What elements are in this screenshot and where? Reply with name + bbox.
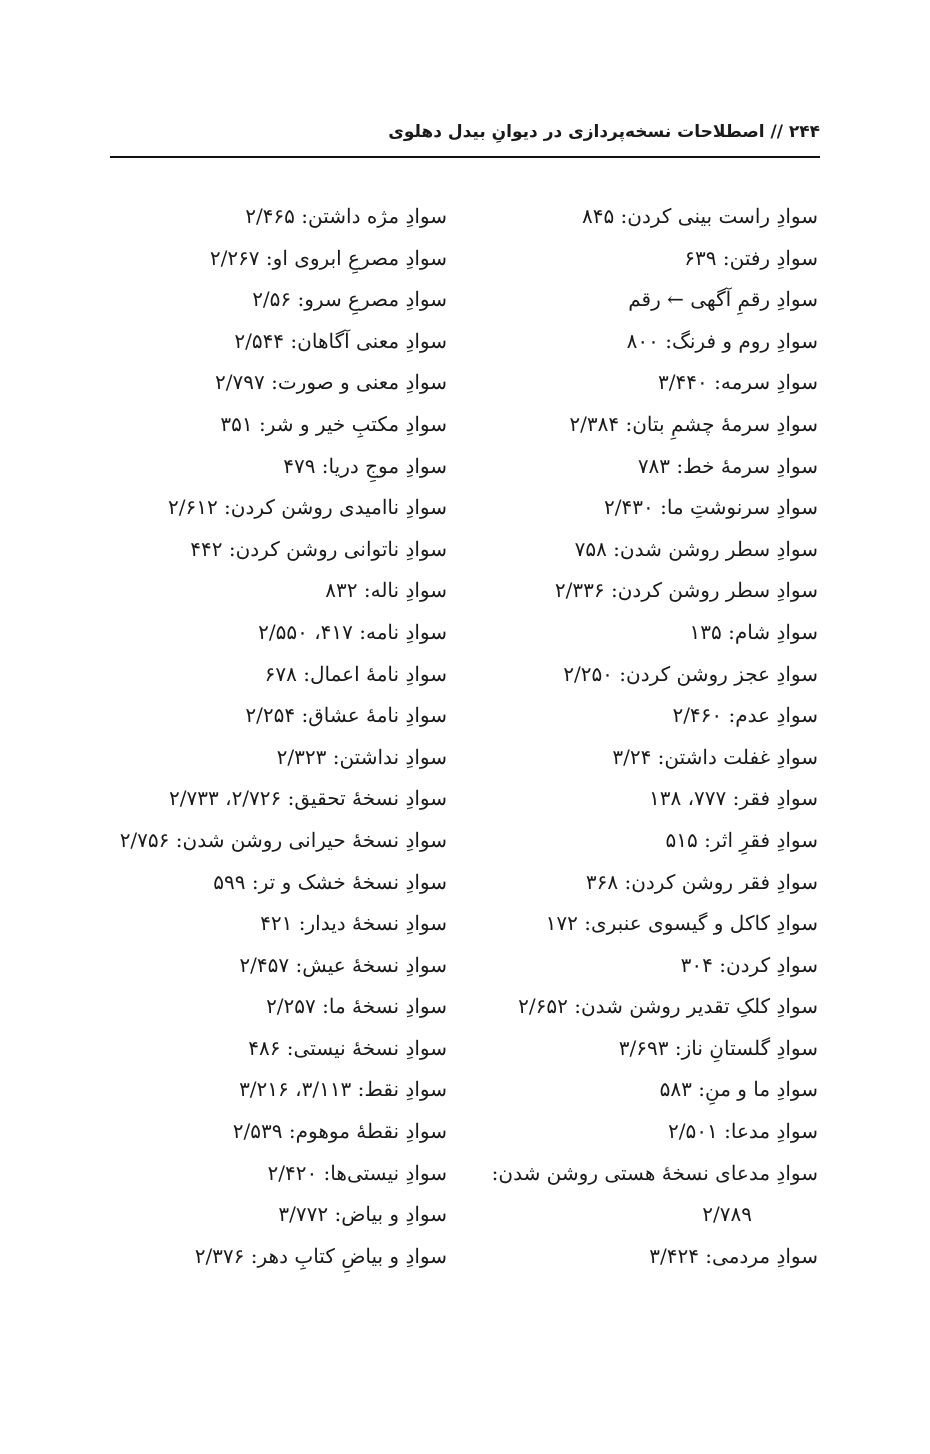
index-entry: سوادِ کاکل و گیسوی عنبری: ۱۷۲ <box>545 911 818 936</box>
index-entry: سوادِ سرمهٔ چشمِ بتان: ۲/۳۸۴ <box>569 411 818 436</box>
index-entry: سوادِ ما و منِ: ۵۸۳ <box>659 1077 818 1102</box>
index-entry-wrapped <box>488 1153 818 1236</box>
index-entry: سوادِ نسخهٔ تحقیق: ۲/۷۲۶، ۲/۷۳۳ <box>169 786 447 811</box>
index-entry: سوادِ مصرعِ سرو: ۲/۵۶ <box>252 287 447 312</box>
index-entry: سوادِ مکتبِ خیر و شر: ۳۵۱ <box>220 411 447 436</box>
running-header-text: ۲۴۴ // اصطلاحات نسخه‌پردازی در دیوانِ بیدل دهلوی <box>388 122 820 142</box>
index-entry: سوادِ نداشتن: ۲/۳۲۳ <box>276 744 447 769</box>
index-entry: سوادِ سطر روشن کردن: ۲/۳۳۶ <box>554 578 818 603</box>
index-entry: سوادِ ناله: ۸۳۲ <box>325 578 447 603</box>
index-entry: سوادِ موجِ دریا: ۴۷۹ <box>283 453 447 478</box>
index-entry: سوادِ فقرِ اثر: ۵۱۵ <box>665 827 818 852</box>
index-entry: سوادِ راست بینی کردن: ۸۴۵ <box>581 204 818 228</box>
running-header <box>110 118 820 158</box>
index-entry: سوادِ غفلت داشتن: ۳/۲۴ <box>612 744 818 769</box>
index-entry: سوادِ معنی و صورت: ۲/۷۹۷ <box>215 370 447 395</box>
index-entry: سوادِ گلستانِ ناز: ۳/۶۹۳ <box>618 1035 818 1060</box>
index-entry: سوادِ فقر: ۷۷۷، ۱۳۸ <box>649 786 818 811</box>
index-column-left <box>82 196 447 1277</box>
index-entry: سوادِ ناامیدی روشن کردن: ۲/۶۱۲ <box>167 495 447 520</box>
index-entry: سوادِ نسخهٔ عیش: ۲/۴۵۷ <box>239 952 447 977</box>
index-entry: سوادِ نامهٔ اعمال: ۶۷۸ <box>264 661 447 686</box>
index-entry: سوادِ کلکِ تقدیر روشن شدن: ۲/۶۵۲ <box>518 994 818 1019</box>
index-entry: سوادِ ناتوانی روشن کردن: ۴۴۲ <box>190 536 447 561</box>
index-entry: سوادِ عدم: ۲/۴۶۰ <box>672 703 818 728</box>
index-entry: سوادِ رقمِ آگهی ← رقم <box>628 287 818 312</box>
index-entry: سوادِ نقط: ۳/۱۱۳، ۳/۲۱۶ <box>239 1077 447 1102</box>
index-entry: سوادِ نیستی‌ها: ۲/۴۲۰ <box>267 1160 447 1185</box>
index-entry-term: سوادِ مدعای نسخهٔ هستی روشن شدن: <box>491 1160 818 1185</box>
index-entry: سوادِ مدعا: ۲/۵۰۱ <box>668 1119 818 1144</box>
index-entry: سوادِ مردمی: ۳/۴۲۴ <box>649 1243 818 1268</box>
index-entry: سوادِ سطر روشن شدن: ۷۵۸ <box>574 536 818 561</box>
index-entry: سوادِ عجز روشن کردن: ۲/۲۵۰ <box>563 661 818 686</box>
index-entry: سوادِ مصرعِ ابروی او: ۲/۲۶۷ <box>209 245 447 270</box>
index-entry: سوادِ نسخهٔ ما: ۲/۲۵۷ <box>266 994 447 1019</box>
index-entry: سوادِ کردن: ۳۰۴ <box>680 952 818 977</box>
index-entry: سوادِ نقطهٔ موهوم: ۲/۵۳۹ <box>232 1119 447 1144</box>
index-entry: سوادِ سرنوشتِ ما: ۲/۴۳۰ <box>604 495 818 520</box>
index-entry: سوادِ و بیاض: ۳/۷۷۲ <box>278 1202 447 1227</box>
index-entry: سوادِ سرمهٔ خط: ۷۸۳ <box>637 453 818 478</box>
index-entry: سوادِ نامهٔ عشاق: ۲/۲۵۴ <box>245 703 447 728</box>
index-entry: سوادِ نسخهٔ دیدار: ۴۲۱ <box>260 911 447 936</box>
index-entry: سوادِ مژه داشتن: ۲/۴۶۵ <box>245 204 447 228</box>
index-entry: سوادِ شام: ۱۳۵ <box>689 619 818 644</box>
index-entry: سوادِ و بیاضِ کتابِ دهر: ۲/۳۷۶ <box>194 1243 447 1268</box>
index-entry-pages: ۲/۷۸۹ <box>702 1202 752 1227</box>
index-entry: سوادِ معنی آگاهان: ۲/۵۴۴ <box>234 328 447 353</box>
index-entry: سوادِ نسخهٔ حیرانی روشن شدن: ۲/۷۵۶ <box>119 827 447 852</box>
index-entry: سوادِ روم و فرنگ: ۸۰۰ <box>626 328 818 353</box>
index-entry: سوادِ سرمه: ۳/۴۴۰ <box>658 370 818 395</box>
index-entry: سوادِ نسخهٔ نیستی: ۴۸۶ <box>248 1035 447 1060</box>
index-entry: سوادِ نسخهٔ خشک و تر: ۵۹۹ <box>213 869 447 894</box>
index-entry: سوادِ نامه: ۴۱۷، ۲/۵۵۰ <box>258 619 447 644</box>
index-column-right <box>488 196 818 1277</box>
index-entry: سوادِ فقر روشن کردن: ۳۶۸ <box>585 869 818 894</box>
index-entry: سوادِ رفتن: ۶۳۹ <box>684 245 818 270</box>
